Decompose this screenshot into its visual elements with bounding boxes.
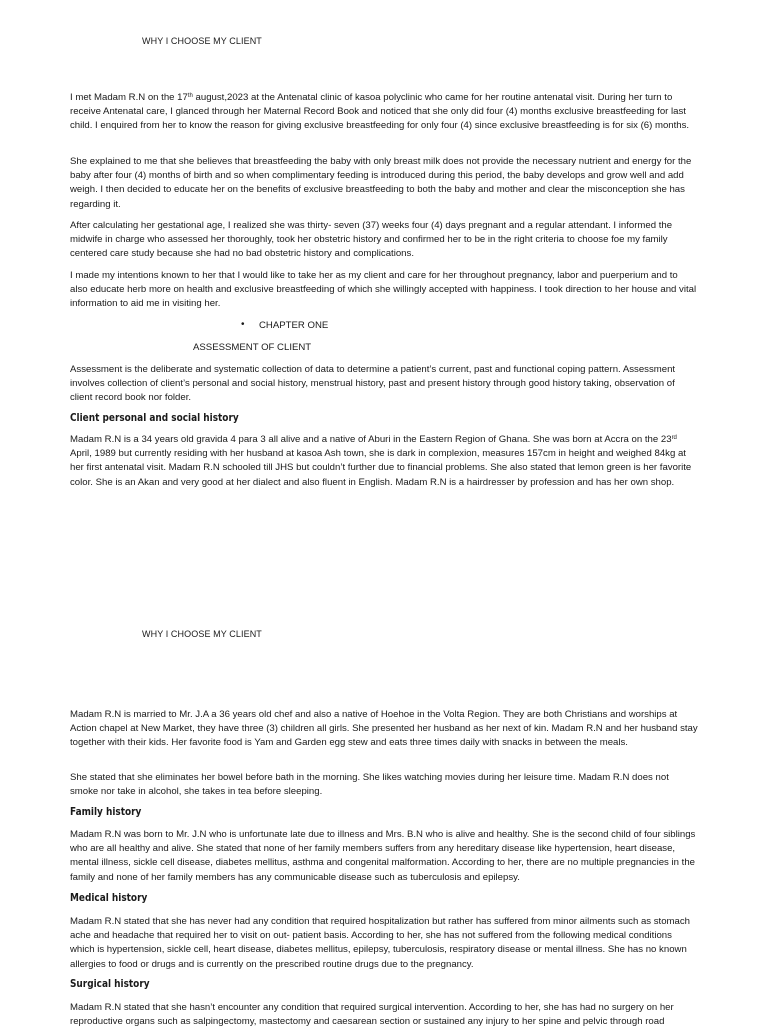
- page-header: WHY I CHOOSE MY CLIENT: [142, 629, 262, 639]
- heading-surgical-history: Surgical history: [70, 978, 150, 990]
- paragraph-family-history: Madam R.N was born to Mr. J.N who is unfortunate late due to illness and Mrs. B.N who is alive and healthy. She is the second child of four siblings who are all healthy and alive. She stated that none of her family members suffers from any hereditary disease like hypertension, heart disease, mental illness, sickle cell disease, diabetes mellitus, asthma and congenital malformation. According to her, there are no multiple pregnancies in the family and none of her family members has any communicable disease such as tuberculosis and epilepsy.: [70, 829, 696, 883]
- paragraph-gestational-age: After calculating her gestational age, I realized she was thirty- seven (37) weeks four (4) days pregnant and a regular attendant. I informed the midwife in charge who assessed her thoroughly, took her obstetric history and confirmed her to be in the right criteria to choose foe my family centered care study because she had no bad obstetric history and complications.: [70, 220, 673, 260]
- heading-medical-history: Medical history: [70, 892, 148, 904]
- paragraph-surgical-history: Madam R.N stated that she hasn’t encounter any condition that required surgical intervention. According to her, she has had no surgery on her reproductive organs such as salpingectomy, mastectomy and caesarean section or sustained any injury to her spine and pelvic through road: [70, 1002, 674, 1028]
- paragraph-intentions: I made my intentions known to her that I would like to take her as my client and care for her throughout pregnancy, labor and puerperium and to also educate herb more on health and exclusive breastfeeding of which she willingly accepted with happiness. I took direction to her house and vital information to aid me in visiting her.: [70, 270, 697, 310]
- bullet-icon: •: [241, 319, 245, 330]
- paragraph-medical-history: Madam R.N stated that she has never had any condition that required hospitalization but rather has suffered from minor ailments such as stomach ache and headache that required her to visit on out- patient basis. According to her, she has not suffered from the following medical conditions which is hypertension, sickle cell, heart disease, diabetes mellitus, epilepsy, tuberculosis, respiratory disease or mental illness. She has no known allergies to food or drugs and is currently on the prescribed routine drugs due to the pregnancy.: [70, 916, 691, 970]
- paragraph-first-meeting: I met Madam R.N on the 17th august,2023 at the Antenatal clinic of kasoa polyclinic who came for her routine antenatal visit. During her turn to receive Antenatal care, I glanced through her Maternal Record Book and noticed that she only did four (4) months exclusive breastfeeding for last child. I enquired from her to know the reason for giving exclusive breastfeeding for only four (4) since exclusive breastfeeding is for six (6) months.: [70, 92, 690, 132]
- heading-personal-social-history: Client personal and social history: [70, 412, 239, 424]
- paragraph-habits: She stated that she eliminates her bowel before bath in the morning. She likes watching movies during her leisure time. Madam R.N does not smoke nor take in alcohol, she takes in tea before sleeping.: [70, 772, 669, 798]
- chapter-title: CHAPTER ONE: [259, 320, 329, 331]
- page-header: WHY I CHOOSE MY CLIENT: [142, 36, 262, 46]
- paragraph-misconception: She explained to me that she believes that breastfeeding the baby with only breast milk does not provide the necessary nutrient and energy for the baby after four (4) months of birth and so when complimentary feeding is introduced during this period, the baby develops and grow well and add weigh. I then decided to educate her on the benefits of exclusive breastfeeding to both the baby and mother and clear the misconception she has regarding it.: [70, 156, 692, 210]
- paragraph-assessment-definition: Assessment is the deliberate and systematic collection of data to determine a patient’s current, past and functional coping pattern. Assessment involves collection of client’s personal and social history, menstrual history, past and present history through good history taking, observation of client record book nor folder.: [70, 364, 676, 404]
- paragraph-marital-status: Madam R.N is married to Mr. J.A a 36 years old chef and also a native of Hoehoe in the Volta Region. They are both Christians and worships at Action chapel at New Market, they have three (3) children all girls. She presented her husband as her next of kin. Madam R.N and her husband stay together with their kids. Her favorite food is Yam and Garden egg stew and eats three times daily with snacks in between the meals.: [70, 709, 698, 749]
- assessment-title: ASSESSMENT OF CLIENT: [193, 342, 312, 353]
- paragraph-client-personal: Madam R.N is a 34 years old gravida 4 para 3 all alive and a native of Aburi in the Eastern Region of Ghana. She was born at Accra on the 23rd April, 1989 but currently residing with her husband at kasoa Ash town, she is dark in complexion, measures 157cm in height and weighed 84kg at her first antenatal visit. Madam R.N schooled till JHS but couldn’t further due to financial problems. She also stated that lemon green is her favorite color. She is an Akan and very good at her dialect and also fluent in English. Madam R.N is a hairdresser by profession and has her own shop.: [70, 434, 692, 488]
- heading-family-history: Family history: [70, 806, 142, 818]
